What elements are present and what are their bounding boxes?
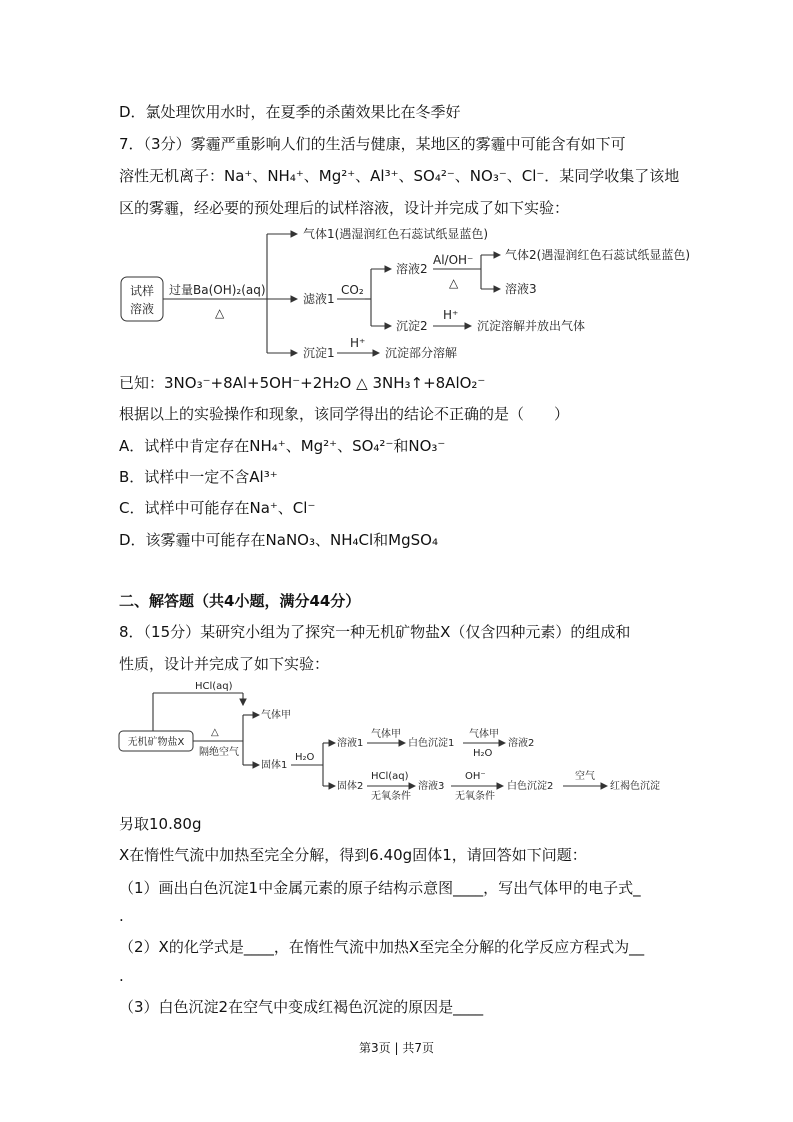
- q7-option-c: C．试样中可能存在Na⁺、Cl⁻: [119, 499, 316, 517]
- q8-part2: （2）X的化学式是____，在惰性气流中加热X至完全分解的化学反应方程式为__: [119, 938, 645, 956]
- q7-stem-line2: 溶性无机离子：Na⁺、NH₄⁺、Mg²⁺、Al³⁺、SO₄²⁻、NO₃⁻、Cl⁻．某同学收集了该地: [119, 167, 680, 185]
- solution2-label: 溶液2: [396, 262, 428, 276]
- q8-mass-note: 另取10.80g: [119, 815, 202, 833]
- h-plus-b-label: H⁺: [350, 336, 366, 350]
- co2-label: CO₂: [341, 283, 364, 297]
- heat-label-2: △: [449, 276, 459, 290]
- solid2-label: 固体2: [337, 781, 364, 792]
- no-o2-b-label: 无氧条件: [455, 791, 495, 802]
- heat-label: △: [215, 306, 225, 320]
- precip2-result-label: 沉淀溶解并放出气体: [477, 319, 586, 333]
- q7-question: 根据以上的实验操作和现象，该同学得出的结论不正确的是（ ）: [119, 405, 570, 423]
- h2o-label: H₂O: [295, 752, 315, 763]
- solution3-label-d2: 溶液3: [418, 781, 445, 792]
- al-oh-label: Al/OH⁻: [433, 253, 474, 267]
- gas-jia-b-label: 气体甲: [469, 729, 499, 740]
- air-label: 空气: [575, 771, 595, 782]
- no-air-label: 隔绝空气: [199, 747, 239, 758]
- precip1-label: 沉淀1: [303, 346, 335, 360]
- no-o2-a-label: 无氧条件: [371, 791, 411, 802]
- hcl-mid-label: HCl(aq): [371, 771, 409, 782]
- red-brown-label: 红褐色沉淀: [610, 781, 660, 792]
- q8-experiment-diagram: [115, 677, 715, 805]
- gas2-label: 气体2(遇湿润红色石蕊试纸显蓝色): [505, 248, 690, 262]
- precip2-label: 沉淀2: [396, 319, 428, 333]
- heat2-label: △: [211, 727, 219, 738]
- h-plus-a-label: H⁺: [443, 308, 459, 322]
- sample-label-2: 溶液: [129, 302, 155, 316]
- q8-decompose-note: X在惰性气流中加热至完全分解，得到6.40g固体1，请回答如下问题：: [119, 846, 587, 864]
- q7-experiment-diagram: [115, 222, 715, 370]
- white-precip1-label: 白色沉淀1: [408, 738, 455, 749]
- q7-option-a: A．试样中肯定存在NH₄⁺、Mg²⁺、SO₄²⁻和NO₃⁻: [119, 437, 446, 455]
- q7-stem-line1: 7．（3分）雾霾严重影响人们的生活与健康，某地区的雾霾中可能含有如下可: [119, 135, 626, 153]
- h2o-b-label: H₂O: [473, 748, 493, 759]
- page-footer: 第3页 | 共7页: [359, 1041, 434, 1055]
- gas-jia-a-label: 气体甲: [371, 729, 401, 740]
- hcl-top-label: HCl(aq): [195, 681, 233, 692]
- q7-stem-line3: 区的雾霾，经必要的预处理后的试样溶液，设计并完成了如下实验：: [119, 199, 570, 217]
- solution2-label-d2: 溶液2: [508, 738, 535, 749]
- q8-part2-end: .: [119, 967, 124, 985]
- section-2-heading: 二、解答题（共4小题，满分44分）: [119, 592, 361, 610]
- solution1-label: 溶液1: [337, 738, 364, 749]
- q7-option-b: B．试样中一定不含Al³⁺: [119, 468, 278, 486]
- q8-stem-line1: 8．（15分）某研究小组为了探究一种无机矿物盐X（仅含四种元素）的组成和: [119, 623, 631, 641]
- sample-label-1: 试样: [129, 284, 155, 298]
- q8-part1: （1）画出白色沉淀1中金属元素的原子结构示意图____，写出气体甲的电子式_: [119, 879, 641, 897]
- filtrate1-label: 滤液1: [303, 292, 335, 306]
- q7-option-d: D．该雾霾中可能存在NaNO₃、NH₄Cl和MgSO₄: [119, 531, 438, 549]
- known-equation: 已知：3NO₃⁻+8Al+5OH⁻+2H₂O △ 3NH₃↑+8AlO₂⁻: [119, 374, 486, 392]
- solid1-label: 固体1: [261, 760, 288, 771]
- white-precip2-label: 白色沉淀2: [507, 781, 554, 792]
- gas1-label: 气体1(遇湿润红色石蕊试纸显蓝色): [303, 227, 488, 241]
- q8-stem-line2: 性质，设计并完成了如下实验：: [119, 655, 330, 673]
- reagent-label: 过量Ba(OH)₂(aq): [169, 283, 266, 297]
- salt-x-label: 无机矿物盐X: [127, 737, 185, 748]
- oh-minus-label: OH⁻: [465, 771, 486, 782]
- q6-option-d: D．氯处理饮用水时，在夏季的杀菌效果比在冬季好: [119, 103, 461, 121]
- gas-jia-label: 气体甲: [261, 710, 291, 721]
- q8-part3: （3）白色沉淀2在空气中变成红褐色沉淀的原因是____: [119, 998, 484, 1016]
- q8-part1-end: .: [119, 907, 124, 925]
- solution3-label: 溶液3: [505, 282, 537, 296]
- precip1-result-label: 沉淀部分溶解: [385, 346, 458, 360]
